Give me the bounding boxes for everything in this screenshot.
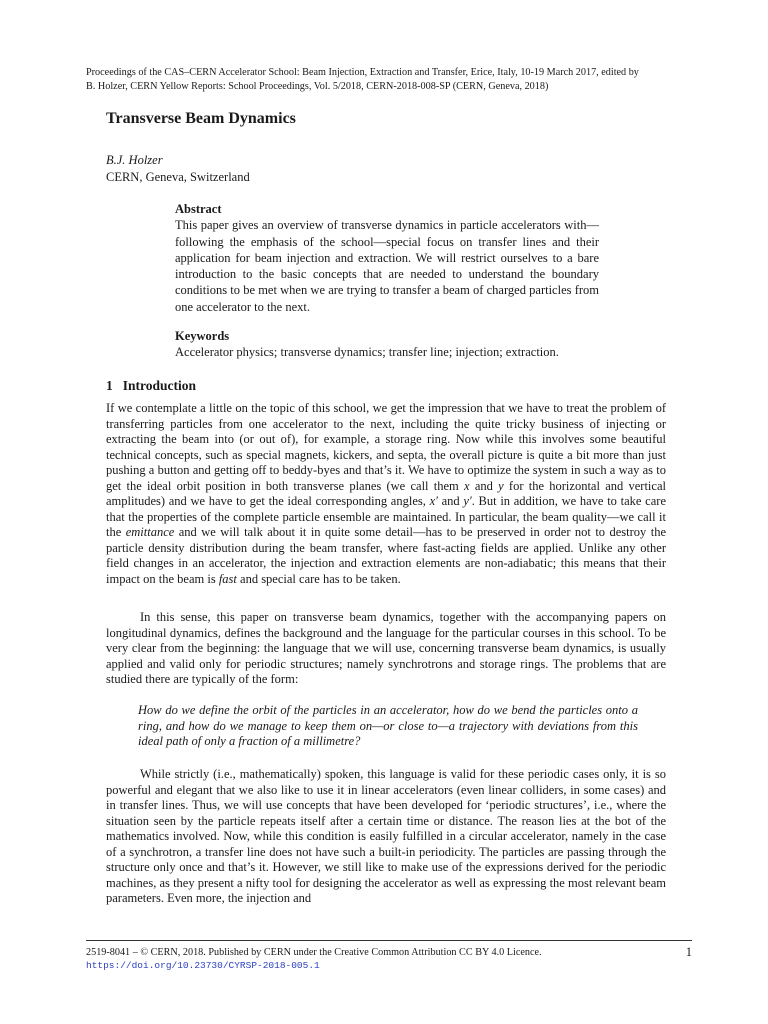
p1-text-a: If we contemplate a little on the topic of this school, we get the impression that we have to treat the problem of transferring particles from one accelerator to the next, including the quite tricky business of injecting or extracting the beam into (or out of), for example, a storage ring. Now while this involves some beautiful technical concepts, such as special magnets, kickers, and septa, the overall picture is quite a bit more than just pushing a button and getting off to beddy-byes and that’s it. We have to optimize the system in such a way as to get the ideal orbit position in both transverse planes (we call them bbox=[106, 401, 666, 493]
keywords-heading: Keywords bbox=[175, 329, 230, 343]
paragraph-3: While strictly (i.e., mathematically) spoken, this language is valid for these periodic cases only, it is so powerful and elegant that we also like to use it in linear accelerators (even linear colliders, in some cases) and in transfer lines. Thus, we will use concepts that have been developed for ‘periodic structures’, i.e., where the situation seen by the particle repeats itself after a certain time or distance. The reason lies at the bot of the mathematics involved. Now, while this condition is easily fulfilled in a circular accelerator, namely in the case of a synchrotron, a transfer line does not have such a built-in periodicity. The particles are passing through the structure only once and that’s it. However, we still like to make use of the expressions derived for the periodic machines, as they present a nifty tool for designing the accelerator as well as expressing the most relevant beam parameters. Even more, the injection and bbox=[106, 767, 666, 905]
doi-link[interactable]: https://doi.org/10.23730/CYRSP-2018-005.1 bbox=[86, 960, 320, 971]
header-line-1: Proceedings of the CAS–CERN Accelerator School: Beam Injection, Extraction and Transfer, Erice, Italy, 10-19 March 2017, edited by bbox=[86, 67, 639, 78]
paragraph-1 bbox=[106, 401, 666, 587]
math-x-prime: x′ bbox=[429, 494, 438, 508]
math-y-prime: y′ bbox=[463, 494, 472, 508]
header-line-2: B. Holzer, CERN Yellow Reports: School Proceedings, Vol. 5/2018, CERN-2018-008-SP (CERN, Geneva, 2018) bbox=[86, 81, 549, 92]
author-name: B.J. Holzer bbox=[106, 153, 163, 167]
p1-text-c: for the horizontal and vertical amplitudes) and we have to get the ideal corresponding angles, bbox=[106, 478, 666, 508]
section-heading bbox=[106, 378, 196, 394]
abstract-text: This paper gives an overview of transverse dynamics in particle accelerators with—following the emphasis of the school—special focus on transfer lines and their application for beam injection and extraction. We will restrict ourselves to a bare introduction to the basic concepts that are needed to understand the boundary conditions to be met when we are trying to transfer a beam of charged particles from one accelerator to the next. bbox=[175, 218, 599, 314]
keywords bbox=[175, 328, 605, 361]
keywords-text: Accelerator physics; transverse dynamics; transfer line; injection; extraction. bbox=[175, 345, 559, 360]
emphasis-fast: fast bbox=[218, 571, 237, 586]
license-text: 2519-8041 – © CERN, 2018. Published by CERN under the Creative Common Attribution CC BY 4.0 Licence. bbox=[86, 947, 542, 958]
abstract-heading: Abstract bbox=[175, 202, 222, 216]
p1-text-d: and bbox=[437, 494, 464, 508]
page-number: 1 bbox=[685, 945, 692, 959]
p1-text-g: and special care has to be taken. bbox=[236, 571, 401, 586]
section-number: 1 bbox=[106, 378, 113, 393]
p1-text-e: . But in addition, we have to take care that the properties of the complete particle ensemble are maintained. In particular, the beam quality—we call it the bbox=[106, 494, 666, 539]
section-title: Introduction bbox=[122, 378, 197, 393]
p1-text-f: and we will talk about it in quite some detail—has to be preserved in order not to destroy the particle density distribution during the beam transfer, where fast-acting fields are applied. Unlike any other field changes in an accelerator, the injection and extraction elements are non-adiabatic; this means that their impact on the beam is bbox=[106, 525, 666, 586]
footer-rule bbox=[86, 940, 692, 941]
math-x: x bbox=[464, 478, 470, 493]
math-y: y bbox=[498, 478, 504, 493]
p1-text-b: and bbox=[469, 478, 499, 493]
page-footer bbox=[86, 946, 692, 972]
paper-title: Transverse Beam Dynamics bbox=[106, 110, 296, 127]
author-block bbox=[106, 152, 250, 186]
proceedings-header bbox=[86, 66, 692, 94]
paragraph-2: In this sense, this paper on transverse beam dynamics, together with the accompanying papers on longitudinal dynamics, defines the background and the language for the particular courses in this school. To be very clear from the beginning: the language that we will use, concerning transverse beam dynamics, is usually applied and valid only for periodic structures; namely synchrotrons and storage rings. The problems that are studied there are typically of the form: bbox=[106, 610, 666, 686]
author-affiliation: CERN, Geneva, Switzerland bbox=[106, 170, 250, 184]
emphasis-emittance: emittance bbox=[125, 525, 175, 539]
block-quote: How do we define the orbit of the particles in an accelerator, how do we bend the particles onto a ring, and how do we manage to keep them on—or close to—a trajectory with deviations from this ideal path of only a fraction of a millimetre? bbox=[138, 703, 638, 748]
abstract bbox=[175, 201, 599, 315]
